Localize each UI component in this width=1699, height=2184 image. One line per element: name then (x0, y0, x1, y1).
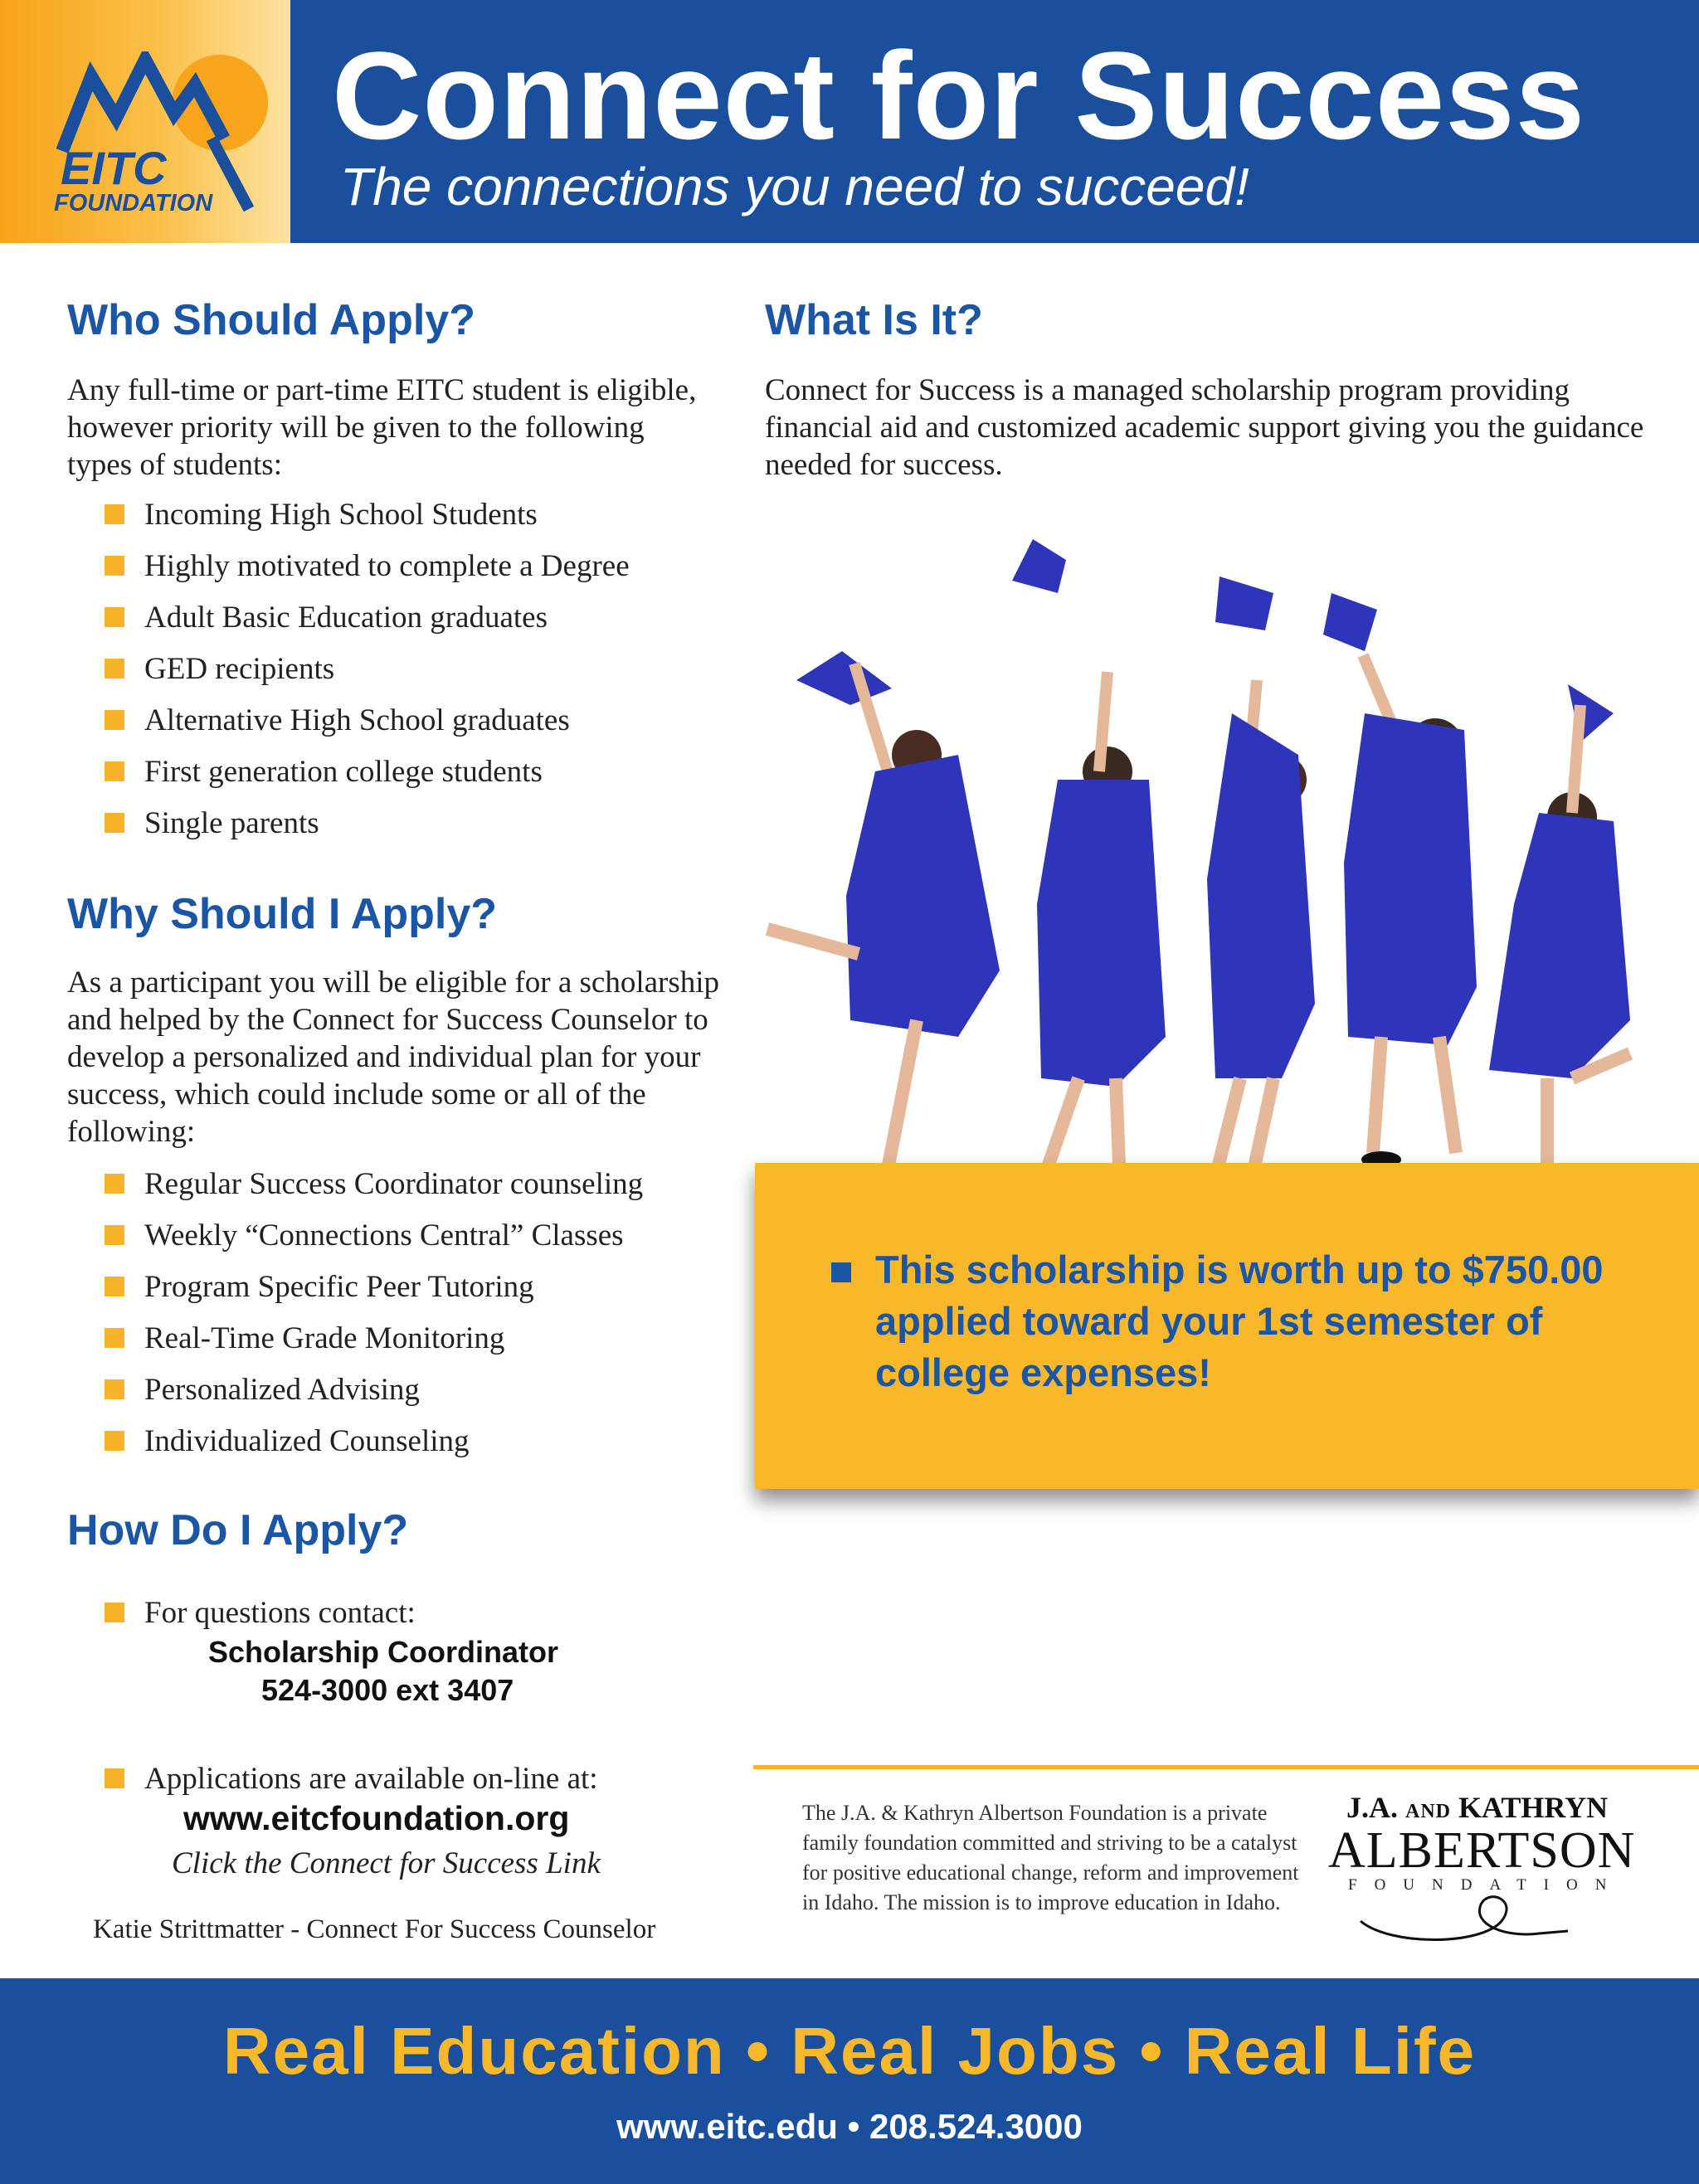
what-body: Connect for Success is a managed scholarship program providing financial aid and customized academic support giving you the guidance needed for success. (765, 373, 1644, 482)
list-item: Regular Success Coordinator counseling (105, 1165, 643, 1217)
graduate-figure (767, 651, 1000, 1188)
divider (753, 1765, 1699, 1769)
list-item: Applications are available on-line at: (105, 1760, 598, 1812)
swirl-icon (1356, 1888, 1572, 1946)
logo-eitc-text: EITC (61, 142, 167, 194)
why-heading: Why Should I Apply? (67, 890, 498, 938)
contact-phone: 524-3000 ext 3407 (261, 1673, 514, 1707)
list-item: Single parents (105, 805, 630, 856)
counselor-name: Katie Strittmatter - Connect For Success Counselor (93, 1914, 656, 1944)
list-item: Weekly “Connections Central” Classes (105, 1217, 643, 1268)
list-item: Highly motivated to complete a Degree (105, 547, 630, 599)
bullet-icon (105, 1277, 124, 1296)
mountain-sun-icon (46, 51, 270, 217)
bullet-icon (105, 761, 124, 781)
bullet-icon (105, 1225, 124, 1245)
page-subtitle: The connections you need to succeed! (340, 157, 1249, 216)
footer-contact: www.eitc.edu • 208.524.3000 (616, 2107, 1083, 2146)
list-item: For questions contact: (105, 1594, 416, 1646)
list-item: Individualized Counseling (105, 1423, 643, 1474)
list-item: Alternative High School graduates (105, 702, 630, 753)
graduate-figure (1012, 539, 1166, 1194)
foundation-website-link[interactable]: www.eitcfoundation.org (183, 1799, 570, 1837)
header-banner (0, 0, 1699, 243)
bullet-icon (105, 659, 124, 679)
bullet-icon (105, 1328, 124, 1348)
graduate-figure (1323, 593, 1477, 1168)
who-heading: Who Should Apply? (67, 296, 475, 344)
graduate-figure (1200, 576, 1315, 1194)
page-title: Connect for Success (332, 26, 1586, 165)
bullet-icon (105, 504, 124, 524)
bullet-icon (105, 1379, 124, 1399)
eitc-foundation-logo (0, 0, 290, 243)
bullet-icon (105, 1768, 124, 1788)
bullet-icon (105, 607, 124, 627)
who-intro: Any full-time or part-time EITC student is eligible, however priority will be given to the following types of students: (67, 373, 697, 482)
why-intro: As a participant you will be eligible for a scholarship and helped by the Connect for Success Counselor to develop a personalized and individual plan for your success, which could include some or all of the following: (67, 966, 720, 1149)
link-hint: Click the Connect for Success Link (172, 1846, 601, 1880)
scholarship-callout (755, 1163, 1699, 1489)
list-item: Incoming High School Students (105, 496, 630, 547)
bullet-icon (105, 1174, 124, 1194)
list-item: First generation college students (105, 753, 630, 805)
graduates-photo (751, 506, 1699, 1194)
list-item: Adult Basic Education graduates (105, 599, 630, 650)
list-item: GED recipients (105, 650, 630, 702)
logo-foundation-text: FOUNDATION (54, 190, 213, 216)
how-heading: How Do I Apply? (67, 1506, 409, 1554)
bullet-icon (105, 556, 124, 576)
who-list (105, 496, 630, 856)
scholarship-amount-text: This scholarship is worth up to $750.00 applied toward your 1st semester of college expenses! (875, 1248, 1604, 1394)
graduate-figure (1489, 684, 1630, 1193)
bullet-icon (105, 710, 124, 730)
albertson-foundation-logo: J.A. AND KATHRYN ALBERTSON FOUNDATION (1323, 1790, 1630, 1939)
bullet-icon (105, 813, 124, 833)
why-list (105, 1165, 643, 1474)
contact-title: Scholarship Coordinator (208, 1635, 559, 1669)
bullet-icon (831, 1262, 851, 1282)
list-item: Program Specific Peer Tutoring (105, 1268, 643, 1320)
what-heading: What Is It? (765, 296, 983, 344)
list-item: Real-Time Grade Monitoring (105, 1320, 643, 1371)
footer-banner (0, 1978, 1699, 2184)
footer-tagline: Real Education • Real Jobs • Real Life (222, 2014, 1477, 2088)
bullet-icon (105, 1603, 124, 1622)
bullet-icon (105, 1431, 124, 1451)
albertson-description: The J.A. & Kathryn Albertson Foundation is a private family foundation committed and striving to be a catalyst for positive educational change, reform and improvement in Idaho. The mission is to improve education in Idaho. (802, 1801, 1299, 1914)
list-item: Personalized Advising (105, 1371, 643, 1423)
